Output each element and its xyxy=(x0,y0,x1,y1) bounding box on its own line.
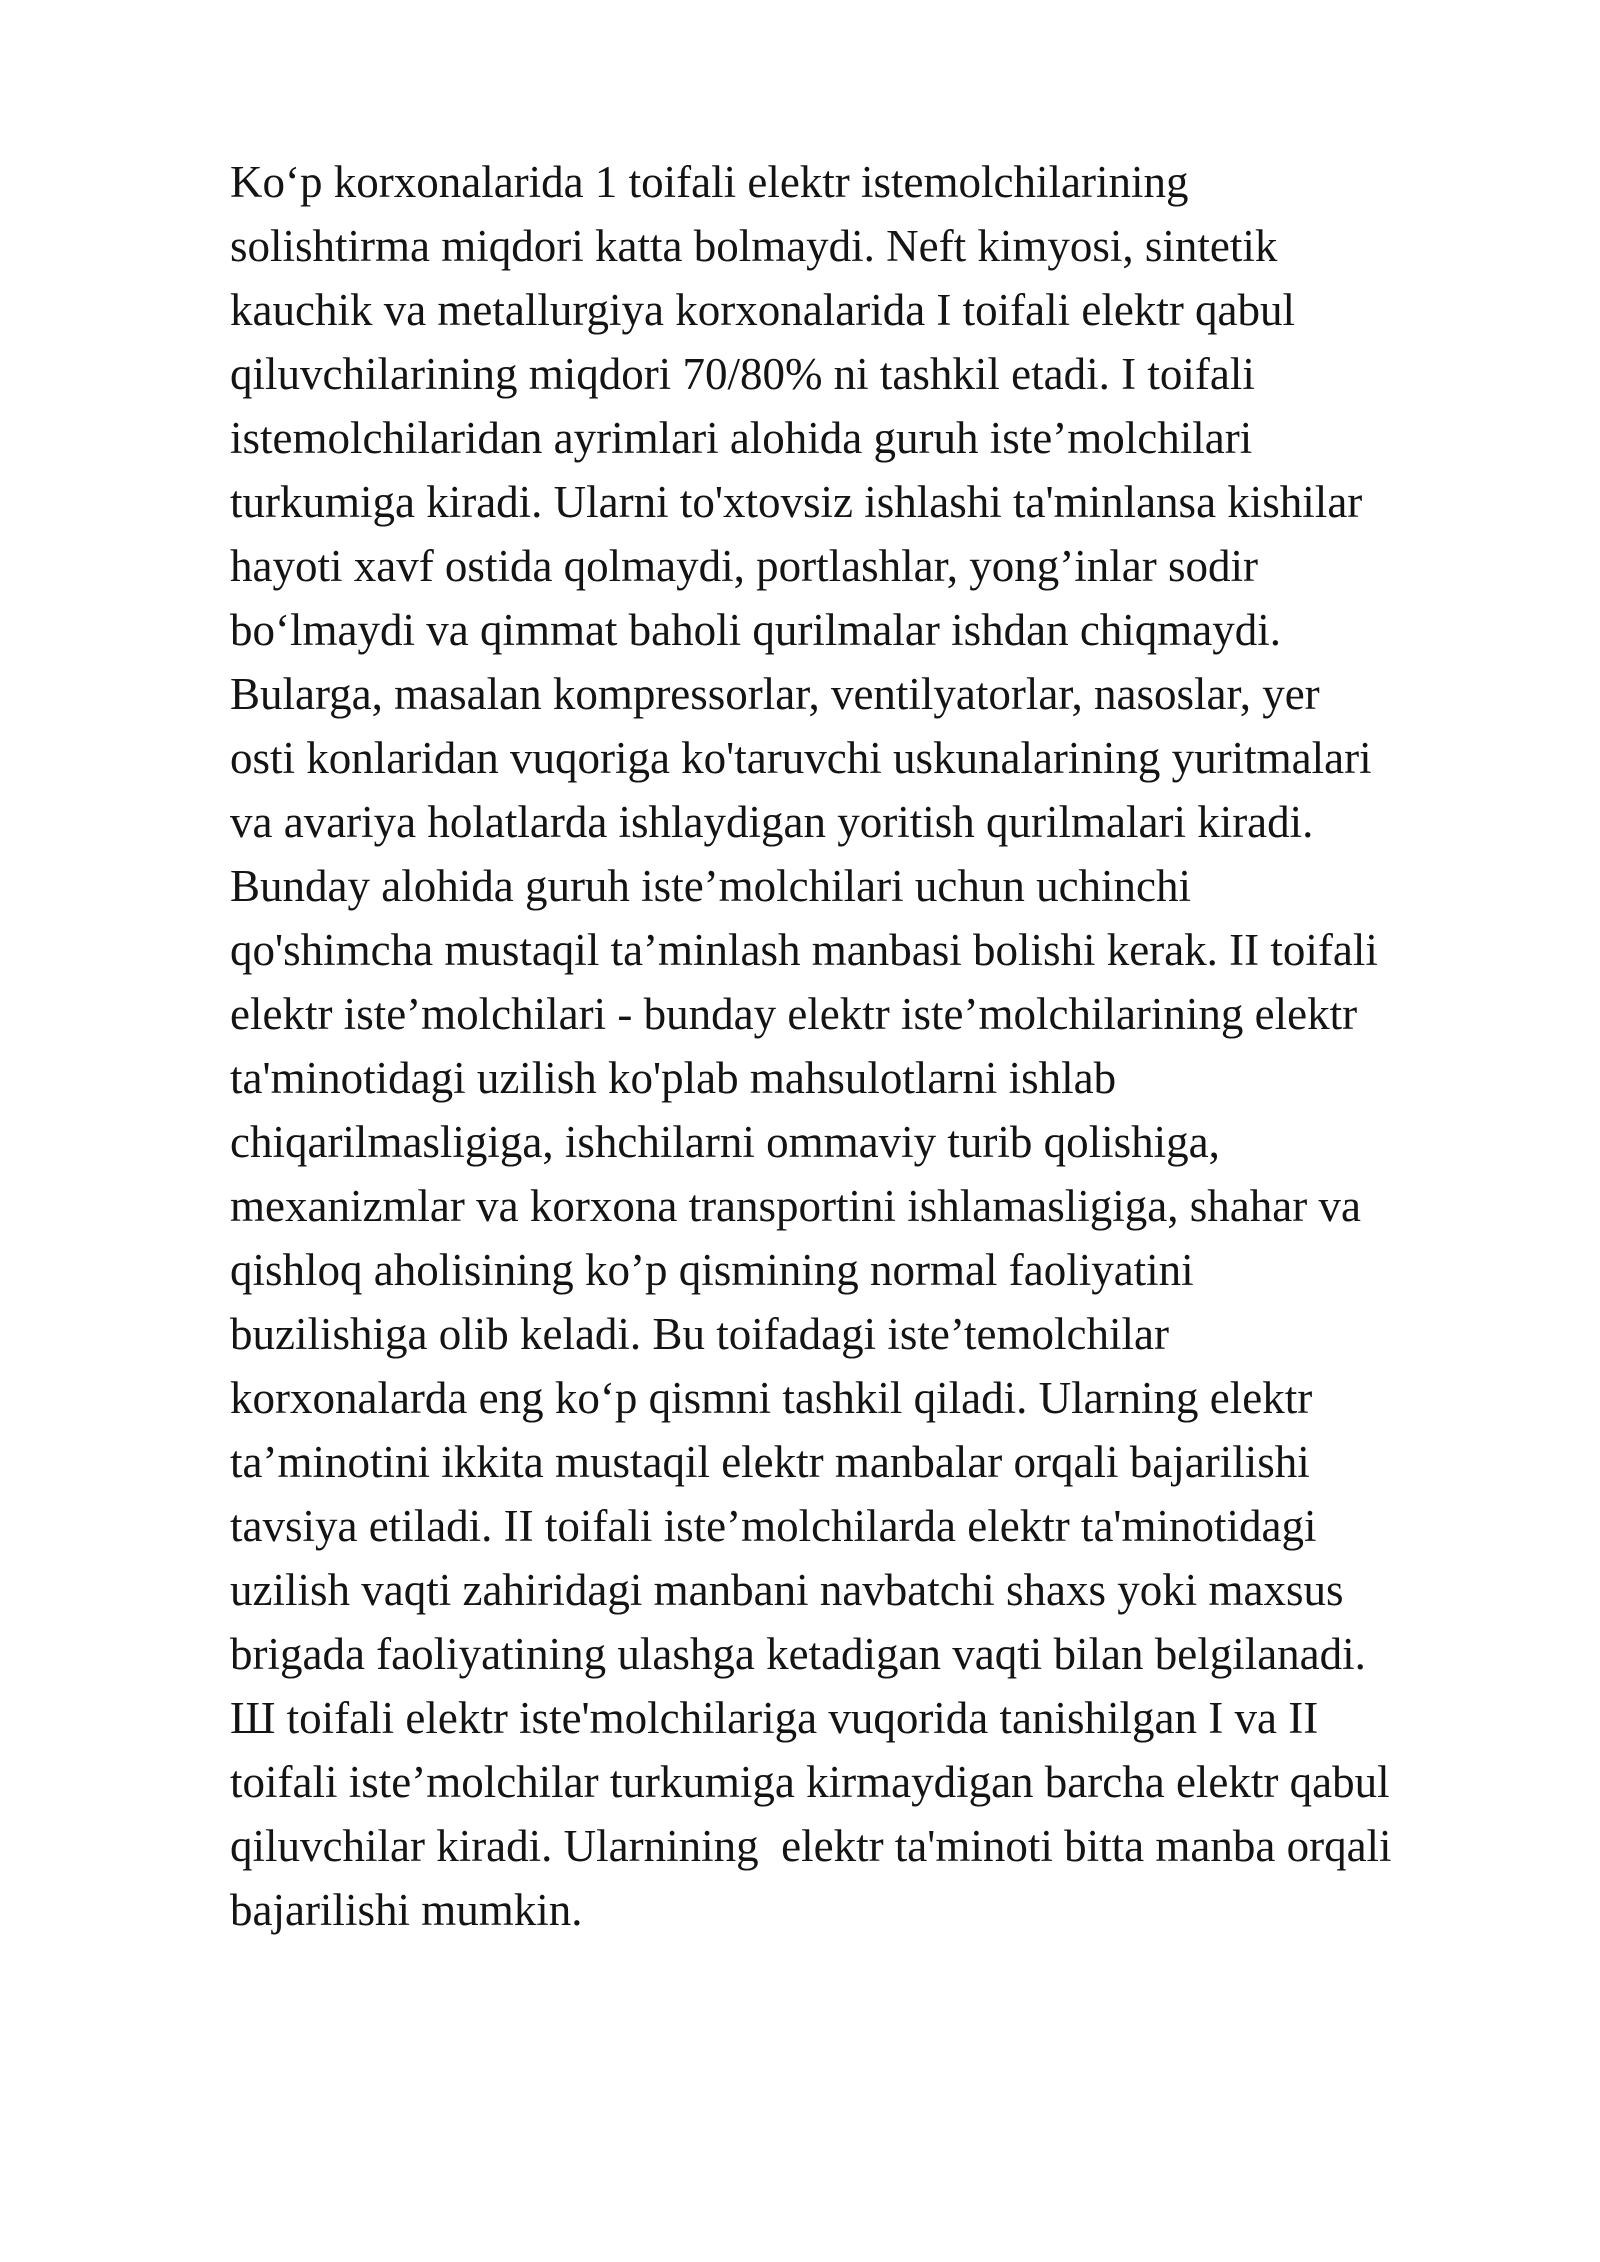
text-line: qo'shimcha mustaqil ta’minlash manbasi bolishi kerak. II toifali xyxy=(230,925,1378,975)
text-line: qiluvchilar kiradi. Ularnining elektr ta'minoti bitta manba orqali xyxy=(230,1821,1392,1871)
text-line: bajarilishi mumkin. xyxy=(230,1885,583,1935)
text-line: brigada faoliyatining ulashga ketadigan vaqti bilan belgilanadi. xyxy=(230,1629,1366,1679)
text-line: kauchik va metallurgiya korxonalarida I toifali elektr qabul xyxy=(230,285,1296,335)
text-line: Bularga, masalan kompressorlar, ventilyatorlar, nasoslar, yer xyxy=(230,669,1320,719)
text-line: Ko‘p korxonalarida 1 toifali elektr istemolchilarining xyxy=(230,157,1189,207)
text-line: qishloq aholisining ko’p qismining normal faoliyatini xyxy=(230,1245,1194,1295)
text-line: toifali iste’molchilar turkumiga kirmaydigan barcha elektr qabul xyxy=(230,1757,1390,1807)
text-line: elektr iste’molchilari - bunday elektr iste’molchilarining elektr xyxy=(230,989,1358,1039)
text-line: istemolchilaridan ayrimlari alohida guruh iste’molchilari xyxy=(230,413,1253,463)
text-line: solishtirma miqdori katta bolmaydi. Neft kimyosi, sintetik xyxy=(230,221,1278,271)
text-line: Ш toifali elektr iste'molchilariga vuqorida tanishilgan I va II xyxy=(230,1693,1319,1743)
text-line: ta'minotidagi uzilish ko'plab mahsulotlarni ishlab xyxy=(230,1053,1117,1103)
text-line: Bunday alohida guruh iste’molchilari uchun uchinchi xyxy=(230,861,1192,911)
text-line: osti konlaridan vuqoriga ko'taruvchi uskunalarining yuritmalari xyxy=(230,733,1372,783)
text-line: qiluvchilarining miqdori 70/80% ni tashkil etadi. I toifali xyxy=(230,349,1255,399)
text-line: ta’minotini ikkita mustaqil elektr manbalar orqali bajarilishi xyxy=(230,1437,1310,1487)
body-paragraph xyxy=(230,150,1530,1942)
text-line: korxonalarda eng ko‘p qismni tashkil qiladi. Ularning elektr xyxy=(230,1373,1313,1423)
text-line: bo‘lmaydi va qimmat baholi qurilmalar ishdan chiqmaydi. xyxy=(230,605,1282,655)
text-line: tavsiya etiladi. II toifali iste’molchilarda elektr ta'minotidagi xyxy=(230,1501,1317,1551)
text-line: hayoti xavf ostida qolmaydi, portlashlar, yong’inlar sodir xyxy=(230,541,1258,591)
text-line: turkumiga kiradi. Ularni to'xtovsiz ishlashi ta'minlansa kishilar xyxy=(230,477,1363,527)
text-line: uzilish vaqti zahiridagi manbani navbatchi shaxs yoki maxsus xyxy=(230,1565,1344,1615)
text-line: mexanizmlar va korxona transportini ishlamasligiga, shahar va xyxy=(230,1181,1361,1231)
text-line: va avariya holatlarda ishlaydigan yoritish qurilmalari kiradi. xyxy=(230,797,1314,847)
text-line: buzilishiga olib keladi. Bu toifadagi iste’temolchilar xyxy=(230,1309,1169,1359)
text-line: chiqarilmasligiga, ishchilarni ommaviy turib qolishiga, xyxy=(230,1117,1220,1167)
